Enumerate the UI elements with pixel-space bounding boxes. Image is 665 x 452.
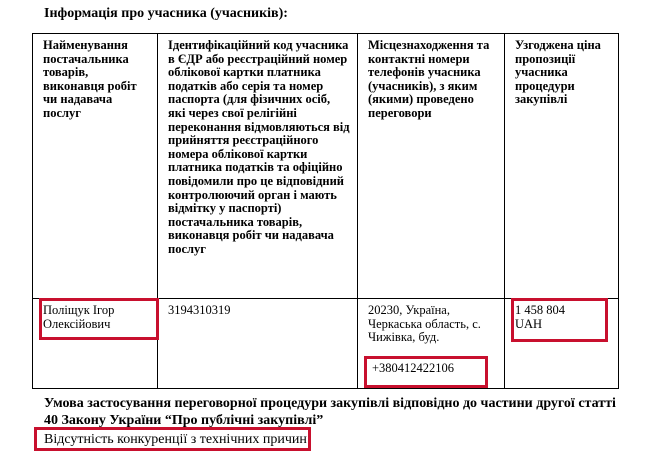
table-header-row <box>33 34 619 299</box>
participant-address: 20230, Україна, Черкаська область, с. Чижівка, буд. <box>368 303 481 345</box>
participant-phone: +380412422106 <box>372 361 455 375</box>
header-cell-location: Місцезнаходження та контактні номери телефонів учасника (учасників), з яким (якими) проведено переговори <box>358 34 505 299</box>
participant-code-cell <box>158 299 358 389</box>
participant-price: 1 458 804 UAH <box>515 303 565 331</box>
header-cell-code: Ідентифікаційний код учасника в ЄДР або реєстраційний номер облікової картки платника податків або серія та номер паспорта (для фізичних осіб, які через свої релігійні переконання відмовляються від прийняття реєстраційного номера облікової картки платника податків та офіційно повідомили про це відповідний контролюючий орган і мають відмітку у паспорті) постачальника товарів, виконавця робіт чи надавача послуг <box>158 34 358 299</box>
highlight-box-phone <box>364 356 488 388</box>
header-cell-price: Узгоджена ціна пропозиції учасника процедури закупівлі <box>505 34 619 299</box>
highlight-box-condition <box>34 427 311 451</box>
highlight-box-name <box>39 298 159 340</box>
header-cell-name: Найменування постачальника товарів, виконавця робіт чи надавача послуг <box>33 34 158 299</box>
condition-heading: Умова застосування переговорної процедури закупівлі відповідно до частини другої статті 40 Закону України “Про публічні закупівлі” <box>44 396 616 428</box>
section-heading: Інформація про учасника (учасників): <box>44 6 288 21</box>
highlight-box-price <box>511 298 608 342</box>
condition-value: Відсутність конкуренції з технічних причин <box>44 432 307 447</box>
participant-code: 3194310319 <box>168 303 231 317</box>
participant-name: Поліщук Ігор Олексійович <box>43 303 115 331</box>
